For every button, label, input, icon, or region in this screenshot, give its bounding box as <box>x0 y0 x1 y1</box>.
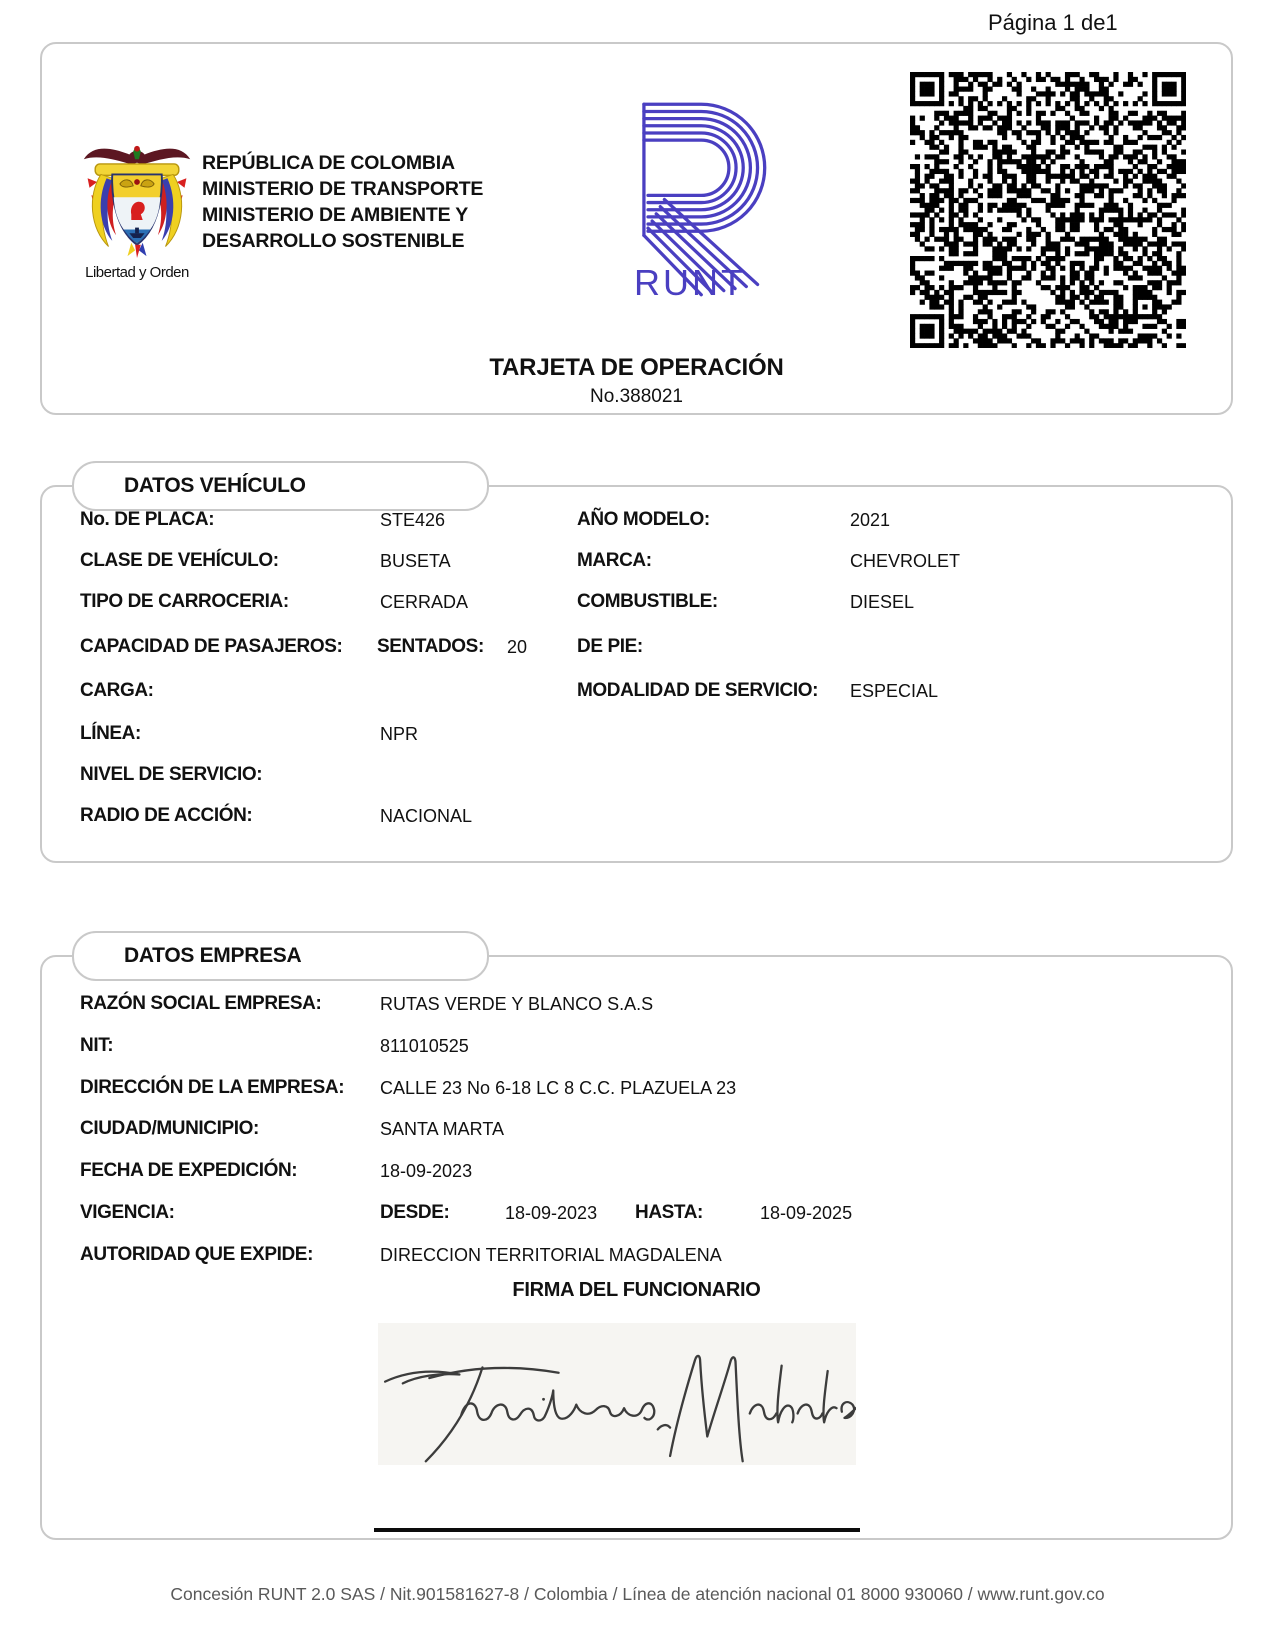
colombia-coat-of-arms-icon <box>80 140 194 262</box>
field-value: SANTA MARTA <box>380 1119 505 1139</box>
field-value: ESPECIAL <box>850 681 939 701</box>
field-label: MODALIDAD DE SERVICIO: <box>577 680 819 701</box>
field-label: MARCA: <box>577 550 652 571</box>
field-label: No. DE PLACA: <box>80 509 215 530</box>
field-label: CAPACIDAD DE PASAJEROS: <box>80 636 343 657</box>
field-label: AUTORIDAD QUE EXPIDE: <box>80 1244 313 1265</box>
header-card <box>40 42 1233 415</box>
field-label: VIGENCIA: <box>80 1202 175 1223</box>
field-label: TIPO DE CARROCERIA: <box>80 591 289 612</box>
ministry-line: REPÚBLICA DE COLOMBIA <box>202 152 455 174</box>
runt-wordmark: RUNT <box>634 262 746 303</box>
field-label: DE PIE: <box>577 636 643 657</box>
footer-text: Concesión RUNT 2.0 SAS / Nit.901581627-8 / Colombia / Línea de atención nacional 01 8000 930060 / www.runt.gov.co <box>170 1584 1105 1604</box>
field-label: HASTA: <box>635 1202 703 1223</box>
vehicle-data-section <box>40 474 1233 863</box>
field-label: RAZÓN SOCIAL EMPRESA: <box>80 993 322 1014</box>
field-label: NIT: <box>80 1035 114 1056</box>
field-label: SENTADOS: <box>377 636 484 657</box>
field-value: NPR <box>380 724 419 744</box>
field-value: CERRADA <box>380 592 469 612</box>
signature-title: FIRMA DEL FUNCIONARIO <box>512 1279 761 1301</box>
field-label: CARGA: <box>80 680 154 701</box>
field-value: 20 <box>507 637 528 657</box>
field-value: 18-09-2023 <box>505 1203 598 1223</box>
field-label: AÑO MODELO: <box>577 509 710 530</box>
field-label: COMBUSTIBLE: <box>577 591 718 612</box>
field-label: NIVEL DE SERVICIO: <box>80 764 263 785</box>
signature-image <box>378 1323 856 1465</box>
field-label: FECHA DE EXPEDICIÓN: <box>80 1160 298 1181</box>
field-label: DIRECCIÓN DE LA EMPRESA: <box>80 1077 345 1098</box>
page-number-label: Página 1 de1 <box>988 10 1118 35</box>
field-value: 18-09-2025 <box>760 1203 853 1223</box>
field-value: RUTAS VERDE Y BLANCO S.A.S <box>380 994 654 1014</box>
ministry-line: DESARROLLO SOSTENIBLE <box>202 230 465 252</box>
field-value: CALLE 23 No 6-18 LC 8 C.C. PLAZUELA 23 <box>380 1078 737 1098</box>
vehicle-section-title: DATOS VEHÍCULO <box>124 474 306 497</box>
field-value: NACIONAL <box>380 806 473 826</box>
field-label: RADIO DE ACCIÓN: <box>80 805 253 826</box>
field-value: 2021 <box>850 510 891 530</box>
field-value: DIESEL <box>850 592 915 612</box>
field-label: CLASE DE VEHÍCULO: <box>80 550 279 571</box>
company-data-section <box>40 944 1233 1540</box>
company-section-title: DATOS EMPRESA <box>124 944 302 967</box>
field-label: LÍNEA: <box>80 723 141 744</box>
document-title: TARJETA DE OPERACIÓN <box>489 354 784 381</box>
field-value: 811010525 <box>380 1036 469 1056</box>
ministry-text <box>202 150 483 254</box>
vehicle-section-tab <box>72 461 489 511</box>
field-label: CIUDAD/MUNICIPIO: <box>80 1118 259 1139</box>
field-value: 18-09-2023 <box>380 1161 473 1181</box>
document-number: No.388021 <box>590 386 683 407</box>
qr-code-icon <box>910 72 1186 348</box>
field-value: STE426 <box>380 510 446 530</box>
company-section-tab <box>72 931 489 981</box>
ministry-line: MINISTERIO DE AMBIENTE Y <box>202 204 469 226</box>
field-label: DESDE: <box>380 1202 450 1223</box>
signature-line <box>374 1528 860 1532</box>
field-value: BUSETA <box>380 551 451 571</box>
coat-caption: Libertad y Orden <box>85 264 189 281</box>
ministry-line: MINISTERIO DE TRANSPORTE <box>202 178 484 200</box>
field-value: CHEVROLET <box>850 551 961 571</box>
field-value: DIRECCION TERRITORIAL MAGDALENA <box>380 1245 722 1265</box>
